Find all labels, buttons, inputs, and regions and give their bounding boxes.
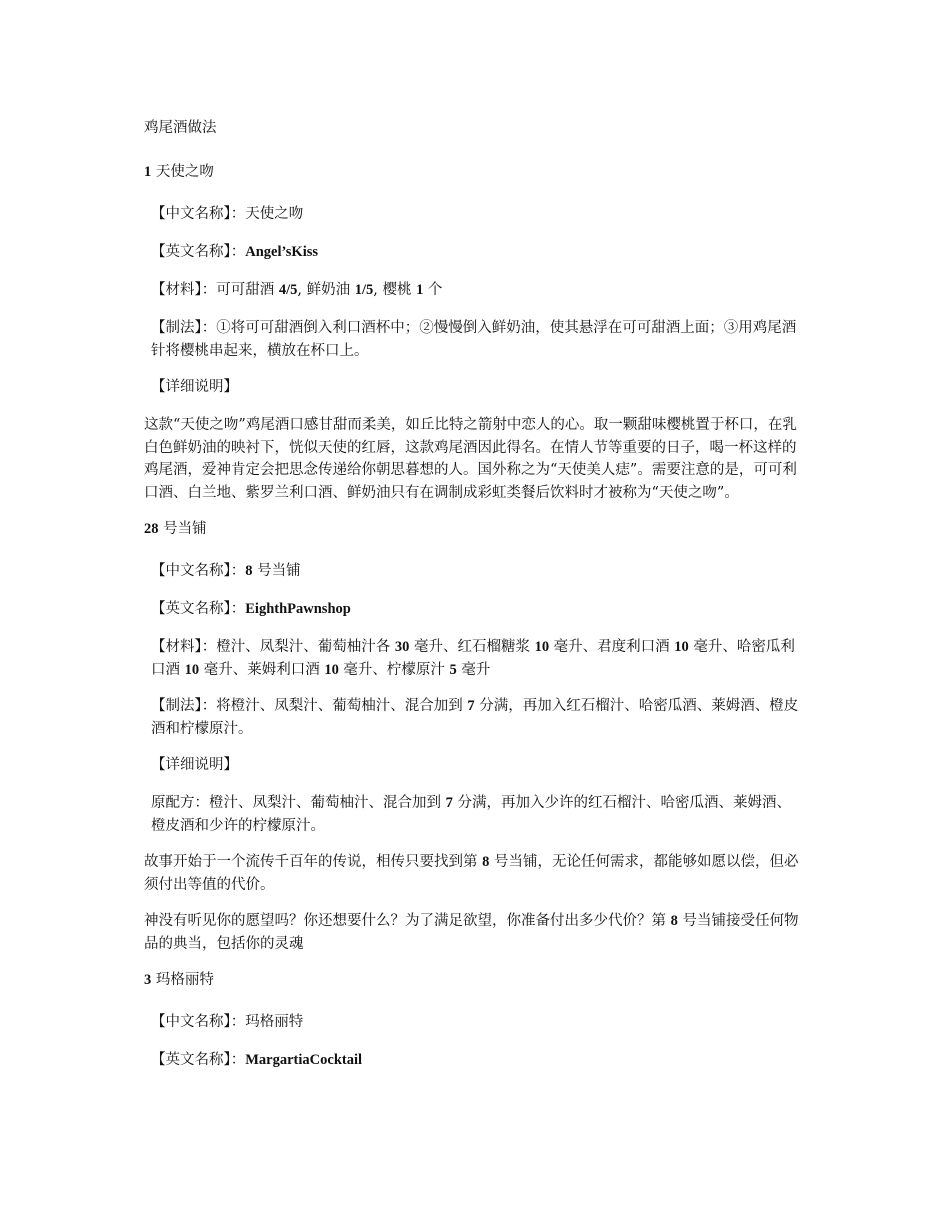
section-number: 3 [144, 972, 152, 988]
detail-paragraph [144, 910, 804, 955]
number-run: 8 [670, 913, 678, 929]
field-method [144, 317, 804, 362]
field-chinese-name [144, 560, 804, 582]
field-label: 【英文名称】： [151, 1052, 246, 1068]
text-run: 原配方：橙汁、凤梨汁、葡萄柚汁、混合加到 [151, 795, 446, 811]
document-title: 鸡尾酒做法 [144, 120, 217, 136]
field-value: ①将可可甜酒倒入利口酒杯中；②慢慢倒入鲜奶油，使其悬浮在可可甜酒上面；③用鸡尾酒针将樱桃串起来，横放在杯口上。 [151, 320, 797, 359]
field-method [144, 695, 804, 740]
document-body [144, 117, 804, 1087]
number-run: 8 [482, 854, 490, 870]
number-run: 7 [467, 698, 475, 714]
field-chinese-name [144, 203, 804, 225]
section-number: 1 [144, 164, 152, 180]
field-label: 【中文名称】： [151, 1014, 246, 1030]
field-value: EighthPawnshop [245, 601, 351, 617]
number-run: 10 [324, 661, 339, 678]
field-label: 【材料】： [151, 282, 217, 298]
number-run: 4/5 [278, 282, 298, 298]
field-value: 号当铺 [252, 563, 301, 579]
number-run: 10 [674, 639, 689, 655]
section-heading-2 [144, 518, 804, 540]
field-label: 【英文名称】： [151, 601, 246, 617]
number-run: 1 [416, 282, 424, 298]
text-run: 分满，再加入红石榴汁、哈密瓜酒、莱姆酒、橙皮酒和柠檬原汁。 [151, 698, 799, 737]
number-run: 7 [445, 795, 453, 811]
text-run: 将橙汁、凤梨汁、葡萄柚汁、混合加到 [216, 698, 468, 714]
number-run: 30 [394, 639, 410, 655]
section-title: 天使之吻 [155, 164, 214, 180]
field-value: 玛格丽特 [245, 1014, 304, 1030]
text-run: 毫升、哈密瓜利口酒 [151, 639, 795, 678]
field-detail-label: 【详细说明】 [151, 379, 238, 395]
field-label: 【中文名称】： [151, 206, 246, 222]
text-run: , 鲜奶油 [297, 282, 355, 298]
text-run: 毫升、红石榴糖浆 [409, 639, 535, 655]
text-run: 毫升、君度利口酒 [549, 639, 675, 655]
detail-paragraph [144, 851, 804, 896]
field-chinese-name [144, 1011, 804, 1033]
field-label: 【制法】： [151, 698, 217, 714]
section-number: 28 [144, 521, 159, 537]
text-run: 毫升 [456, 661, 491, 678]
field-label: 【材料】： [151, 639, 217, 655]
text-run: 毫升、柠檬原汁 [338, 661, 450, 678]
text-run: 个 [423, 282, 443, 298]
field-label: 【中文名称】： [151, 563, 246, 579]
field-value: 天使之吻 [245, 206, 304, 222]
section-title: 玛格丽特 [155, 972, 214, 988]
text-run: 毫升、莱姆利口酒 [199, 661, 325, 678]
number-run: 1/5 [354, 282, 374, 298]
text-run: 号当铺，无论任何需求，都能够如愿以偿，但必须付出等值的代价。 [144, 854, 799, 893]
field-english-name [144, 1049, 804, 1071]
number-run: 5 [449, 661, 457, 678]
section-heading-3 [144, 969, 804, 991]
field-materials [144, 636, 804, 681]
field-materials [144, 279, 804, 301]
text-run: 橙汁、凤梨汁、葡萄柚汁各 [216, 639, 395, 655]
number-run: 10 [184, 661, 200, 678]
text-run: , 樱桃 [373, 282, 417, 298]
field-detail-label: 【详细说明】 [151, 757, 238, 773]
text-run: 分满，再加入少许的红石榴汁、哈密瓜酒、莱姆酒、橙皮酒和少许的柠檬原汁。 [151, 795, 791, 834]
detail-paragraph [144, 792, 804, 837]
field-value: MargartiaCocktail [245, 1052, 363, 1068]
field-label: 【制法】： [151, 320, 217, 336]
field-english-name [144, 241, 804, 263]
detail-paragraph: 这款“天使之吻”鸡尾酒口感甘甜而柔美，如丘比特之箭射中恋人的心。取一颗甜味樱桃置于杯口，在乳白色鲜奶油的映衬下，恍似天使的红唇，这款鸡尾酒因此得名。在情人节等重要的日子，喝一杯这样的鸡尾酒，爱神肯定会把思念传递给你朝思暮想的人。国外称之为“天使美人痣”。需要注意的是，可可利口酒、白兰地、紫罗兰利口酒、鲜奶油只有在调制成彩虹类餐后饮料时才被称为“天使之吻”。 [144, 417, 797, 501]
text-run: 可可甜酒 [216, 282, 279, 298]
number-run: 8 [245, 563, 253, 579]
text-run: 故事开始于一个流传千百年的传说，相传只要找到第 [144, 854, 483, 870]
number-run: 10 [534, 639, 550, 655]
field-english-name [144, 598, 804, 620]
section-title: 号当铺 [163, 521, 207, 537]
field-value: Angel’sKiss [245, 244, 319, 260]
text-run: 号当铺接受任何物品的典当，包括你的灵魂 [144, 913, 799, 952]
section-heading-1 [144, 161, 804, 183]
field-label: 【英文名称】： [151, 244, 246, 260]
text-run: 神没有听见你的愿望吗？你还想要什么？为了满足欲望，你准备付出多少代价？第 [144, 913, 671, 929]
